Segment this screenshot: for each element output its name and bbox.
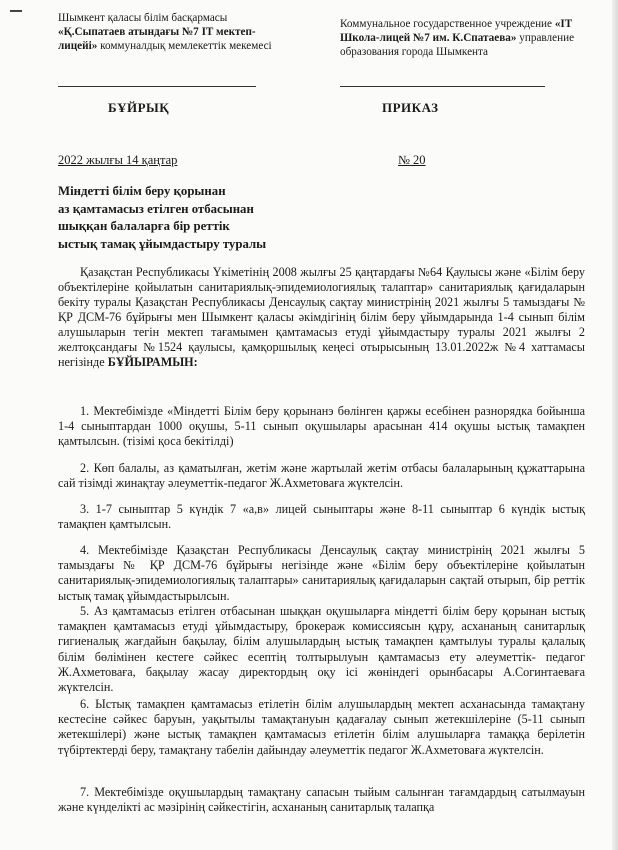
margin-mark xyxy=(10,10,22,12)
title-kazakh: БҰЙРЫҚ xyxy=(108,100,170,115)
order-item-2: 2. Көп балалы, аз қаматылған, жетім және жартылай жетім отбасы балаларының құжаттарына сай тізімді жинақтау әлеуметтік-педагог Ж.Ахметоваға жүктелсін. xyxy=(58,461,585,491)
header-right-line1: Коммунальное государственное учреждение xyxy=(340,18,555,30)
order-item-7: 7. Мектебімізде оқушылардың тамақтану сапасын тыйым салынған тағамдардың сатылмауын және күнделікті ас мәзірінің сәйкестігін, асхананың санитарлық талапқа xyxy=(58,785,585,815)
header-russian xyxy=(340,17,605,59)
header-right-rule xyxy=(340,86,545,87)
order-item-6: 6. Ыстық тамақпен қамтамасыз етілетін білім алушылардың мектеп асханасында тамақтану кестесіне сәйкес баруын, уақытылы тамақтануын қадағалау сынып жетекшілеріне (5-11 сынып жетекшілері) және ыстық тамақпен қамтамасыз етілетін білім алушыларға тамаққа берілетін түбіртектерді беру, тамақтану табелін дайындау әлеуметтік педагог Ж.Ахметоваға жүктелсін. xyxy=(58,697,585,757)
scan-edge-shadow xyxy=(612,0,618,850)
header-right-school: «IT Школа-лицей №7 им. К.Спатаева» xyxy=(340,18,573,44)
order-number: № 20 xyxy=(398,153,426,167)
subject-line: ыстық тамақ ұйымдастыру туралы xyxy=(58,236,267,251)
title-russian: ПРИКАЗ xyxy=(382,100,439,115)
header-left-rule xyxy=(58,86,256,87)
header-left-school: «Қ.Сыпатаев атындағы №7 IT мектеп-лицейі» xyxy=(58,26,256,52)
order-item-3: 3. 1-7 сыныптар 5 күндік 7 «а,в» лицей сыныптары және 8-11 сыныптар 6 күндік ыстық тамақпен қамтылсын. xyxy=(58,502,585,532)
header-left-rest: коммуналдық мемлекеттік мекемесі xyxy=(97,40,272,52)
order-item-1: 1. Мектебімізде «Міндетті Білім беру қорынанэ бөлінген қаржы есебінен разнорядка бойынша 1-4 сыныптардан 1000 оқушы, 5-11 сынып оқушылары арасынан 414 оқушы ыстық тамақпен қамтылсын. (тізімі қоса бекітілді) xyxy=(58,404,585,449)
preamble-paragraph xyxy=(58,265,585,370)
preamble-text: Қазақстан Республикасы Үкіметінің 2008 жылғы 25 қаңтардағы №64 Қаулысы және «Білім беру объектілеріне қойылатын санитариялық-эпидемиологиялық талаптар» санитариялық қағидаларын бекіту туралы Қазақстан Республикасы Денсаулық сақтау министрінің 2021 жылғы 5 тамыздағы № ҚР ДСМ-76 бұйрығы мен Шымкент қаласы әкімдігінің білім беру ұйымдарында 1-4 сынып білім алушыларын тегін мектеп тағамымен қамтамасыз етуді ұйымдастыру туралы 2021 жылғы 2 желтоқсандағы №1524 қаулысы, қамқоршылық кеңесі отырысының 13.01.2022ж №4 хаттамасы негізінде xyxy=(58,265,585,369)
order-item-5: 5. Аз қамтамасыз етілген отбасынан шыққан оқушыларға міндетті білім беру қорынан ыстық тамақпен қамтамасыз етуді ұйымдастыру, брокераж комиссиясын құру, асхананың санитарлық гигиеналық жағдайын бақылау, білім алушылардың ыстық тамақпен қамтылуы туралы қалалық білім бөлімінен кестеге сәйкес есептің толтырылуын қамтамасыз ету әлеуметтік- педагог Ж.Ахметоваға, бақылау жасау директордың оқу ісі жөніндегі орынбасары А.Согинтаеваға жүктелсін. xyxy=(58,604,585,695)
order-date: 2022 жылғы 14 қаңтар xyxy=(58,153,178,167)
subject-line: аз қамтамасыз етілген отбасынан xyxy=(58,201,254,216)
order-item-4: 4. Мектебімізде Қазақстан Республикасы Денсаулық сақтау министрінің 2021 жылғы 5 тамыздағы № ҚР ДСМ-76 бұйрығы негізінде және «Білім беру объектілеріне қойылатын санитариялық-эпидемиологиялық талаптары» санитариялық қағидаларын сақтай отырып, бір реттік ыстық тамақ ұйымдастырылсын. xyxy=(58,543,585,603)
order-subject xyxy=(58,183,358,253)
header-kazakh xyxy=(58,11,288,53)
command-word: БҰЙЫРАМЫН: xyxy=(107,355,198,369)
header-left-line1: Шымкент қаласы білім басқармасы xyxy=(58,12,228,24)
subject-line: Міндетті білім беру қорынан xyxy=(58,184,226,198)
header-right-rest: управление образования города Шымкента xyxy=(340,32,575,58)
subject-line: шыққан балаларға бір реттік xyxy=(58,219,230,233)
